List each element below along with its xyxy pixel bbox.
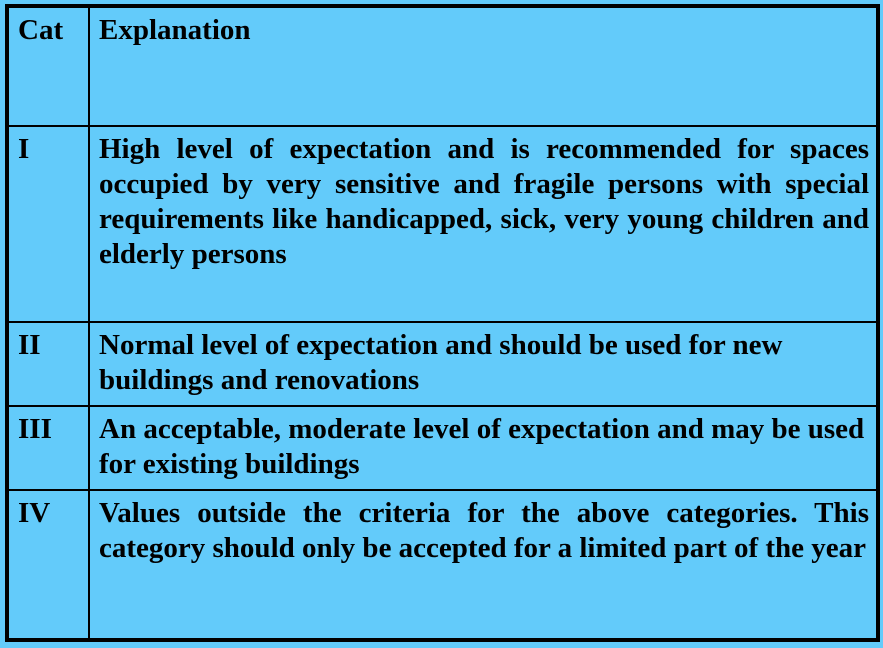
explanation-cell: High level of expectation and is recommended for spaces occupied by very sensitive and fragile persons with special requirements like handicapped, sick, very young children and elderly persons [89,126,878,322]
table-header-row [7,6,878,126]
table-row-category-2 [7,322,878,406]
column-header-explanation: Explanation [89,6,878,126]
explanation-cell: An acceptable, moderate level of expectation and may be used for existing buildings [89,406,878,490]
explanation-cell: Values outside the criteria for the above categories. This category should only be accepted for a limited part of the year [89,490,878,640]
table-row-category-4 [7,490,878,640]
column-header-cat: Cat [7,6,89,126]
table-row-category-1 [7,126,878,322]
table-row-category-3 [7,406,878,490]
category-cell: II [7,322,89,406]
category-cell: I [7,126,89,322]
explanation-cell: Normal level of expectation and should be used for new buildings and renovations [89,322,878,406]
category-cell: IV [7,490,89,640]
category-explanation-table [5,4,880,642]
category-cell: III [7,406,89,490]
